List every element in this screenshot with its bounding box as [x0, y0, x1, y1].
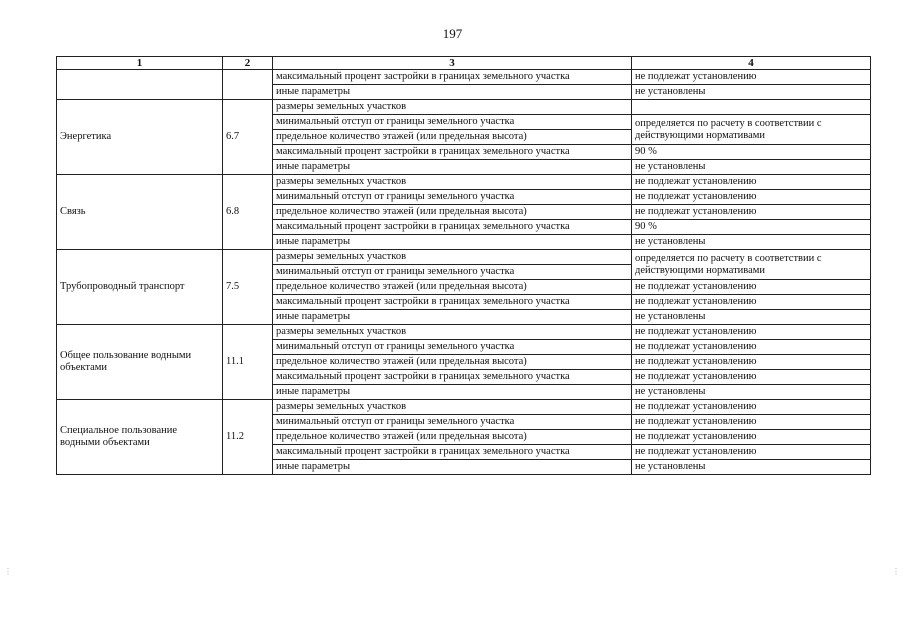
parameter-name: предельное количество этажей (или предельная высота)	[273, 430, 632, 445]
parameter-value: не подлежат установлению	[632, 415, 871, 430]
land-use-code: 6.8	[223, 175, 273, 250]
parameter-value: не подлежат установлению	[632, 280, 871, 295]
parameter-name: иные параметры	[273, 310, 632, 325]
land-use-code: 11.1	[223, 325, 273, 400]
parameter-name: минимальный отступ от границы земельного участка	[273, 265, 632, 280]
parameter-value: не установлены	[632, 385, 871, 400]
table-body	[57, 70, 871, 475]
parameter-name: минимальный отступ от границы земельного участка	[273, 340, 632, 355]
parameter-value: не установлены	[632, 85, 871, 100]
parameter-name: максимальный процент застройки в границах земельного участка	[273, 220, 632, 235]
table-header-row	[57, 57, 871, 70]
parameter-name: максимальный процент застройки в границах земельного участка	[273, 445, 632, 460]
parameter-value: 90 %	[632, 220, 871, 235]
parameter-value: не подлежат установлению	[632, 445, 871, 460]
parameter-value: не установлены	[632, 235, 871, 250]
parameter-name: иные параметры	[273, 85, 632, 100]
table-row	[57, 175, 871, 190]
parameter-name: иные параметры	[273, 160, 632, 175]
land-use-name: Общее пользование водными объектами	[57, 325, 223, 400]
column-header-4: 4	[632, 57, 871, 70]
parameter-name: предельное количество этажей (или предельная высота)	[273, 280, 632, 295]
parameter-value: не подлежат установлению	[632, 355, 871, 370]
page-number: 197	[442, 26, 463, 41]
parameter-name: размеры земельных участков	[273, 250, 632, 265]
parameter-name: размеры земельных участков	[273, 325, 632, 340]
parameter-name: предельное количество этажей (или предельная высота)	[273, 355, 632, 370]
land-use-code	[223, 70, 273, 100]
parameter-value: не установлены	[632, 160, 871, 175]
parameter-value: определяется по расчету в соответствии с действующими нормативами	[632, 250, 871, 280]
land-use-name: Энергетика	[57, 100, 223, 175]
parameter-value: не подлежат установлению	[632, 70, 871, 85]
parameter-name: размеры земельных участков	[273, 400, 632, 415]
parameter-name: максимальный процент застройки в границах земельного участка	[273, 370, 632, 385]
parameter-value: не подлежат установлению	[632, 400, 871, 415]
land-use-code: 6.7	[223, 100, 273, 175]
table-row	[57, 100, 871, 115]
land-use-name: Трубопроводный транспорт	[57, 250, 223, 325]
parameter-name: максимальный процент застройки в границах земельного участка	[273, 145, 632, 160]
parameter-value: не подлежат установлению	[632, 295, 871, 310]
parameter-name: минимальный отступ от границы земельного участка	[273, 190, 632, 205]
table-row	[57, 70, 871, 85]
parameter-name: предельное количество этажей (или предельная высота)	[273, 130, 632, 145]
parameter-value: не подлежат установлению	[632, 325, 871, 340]
land-use-name	[57, 70, 223, 100]
parameter-name: минимальный отступ от границы земельного участка	[273, 415, 632, 430]
parameter-name: максимальный процент застройки в границах земельного участка	[273, 70, 632, 85]
parameter-value: не установлены	[632, 460, 871, 475]
parameter-value: 90 %	[632, 145, 871, 160]
table-row	[57, 250, 871, 265]
parameter-name: предельное количество этажей (или предельная высота)	[273, 205, 632, 220]
parameter-value: не подлежат установлению	[632, 175, 871, 190]
parameter-name: размеры земельных участков	[273, 175, 632, 190]
parameter-name: иные параметры	[273, 385, 632, 400]
column-header-2: 2	[223, 57, 273, 70]
parameter-value	[632, 100, 871, 115]
parameter-name: иные параметры	[273, 235, 632, 250]
parameter-value: не подлежат установлению	[632, 205, 871, 220]
column-header-3: 3	[273, 57, 632, 70]
parameter-value: не подлежат установлению	[632, 430, 871, 445]
left-edge-mark: ⋮	[4, 567, 12, 576]
parameter-name: размеры земельных участков	[273, 100, 632, 115]
parameter-value: не подлежат установлению	[632, 340, 871, 355]
parameter-name: максимальный процент застройки в границах земельного участка	[273, 295, 632, 310]
table-row	[57, 325, 871, 340]
land-use-name: Связь	[57, 175, 223, 250]
parameter-value: определяется по расчету в соответствии с действующими нормативами	[632, 115, 871, 145]
table-row	[57, 400, 871, 415]
parameter-value: не подлежат установлению	[632, 190, 871, 205]
land-use-name: Специальное пользование водными объектами	[57, 400, 223, 475]
land-use-code: 11.2	[223, 400, 273, 475]
right-edge-mark: ⋮	[892, 567, 900, 576]
column-header-1: 1	[57, 57, 223, 70]
parameter-value: не установлены	[632, 310, 871, 325]
land-use-code: 7.5	[223, 250, 273, 325]
parameter-name: иные параметры	[273, 460, 632, 475]
zoning-parameters-table	[56, 56, 871, 475]
parameter-value: не подлежат установлению	[632, 370, 871, 385]
parameter-name: минимальный отступ от границы земельного участка	[273, 115, 632, 130]
